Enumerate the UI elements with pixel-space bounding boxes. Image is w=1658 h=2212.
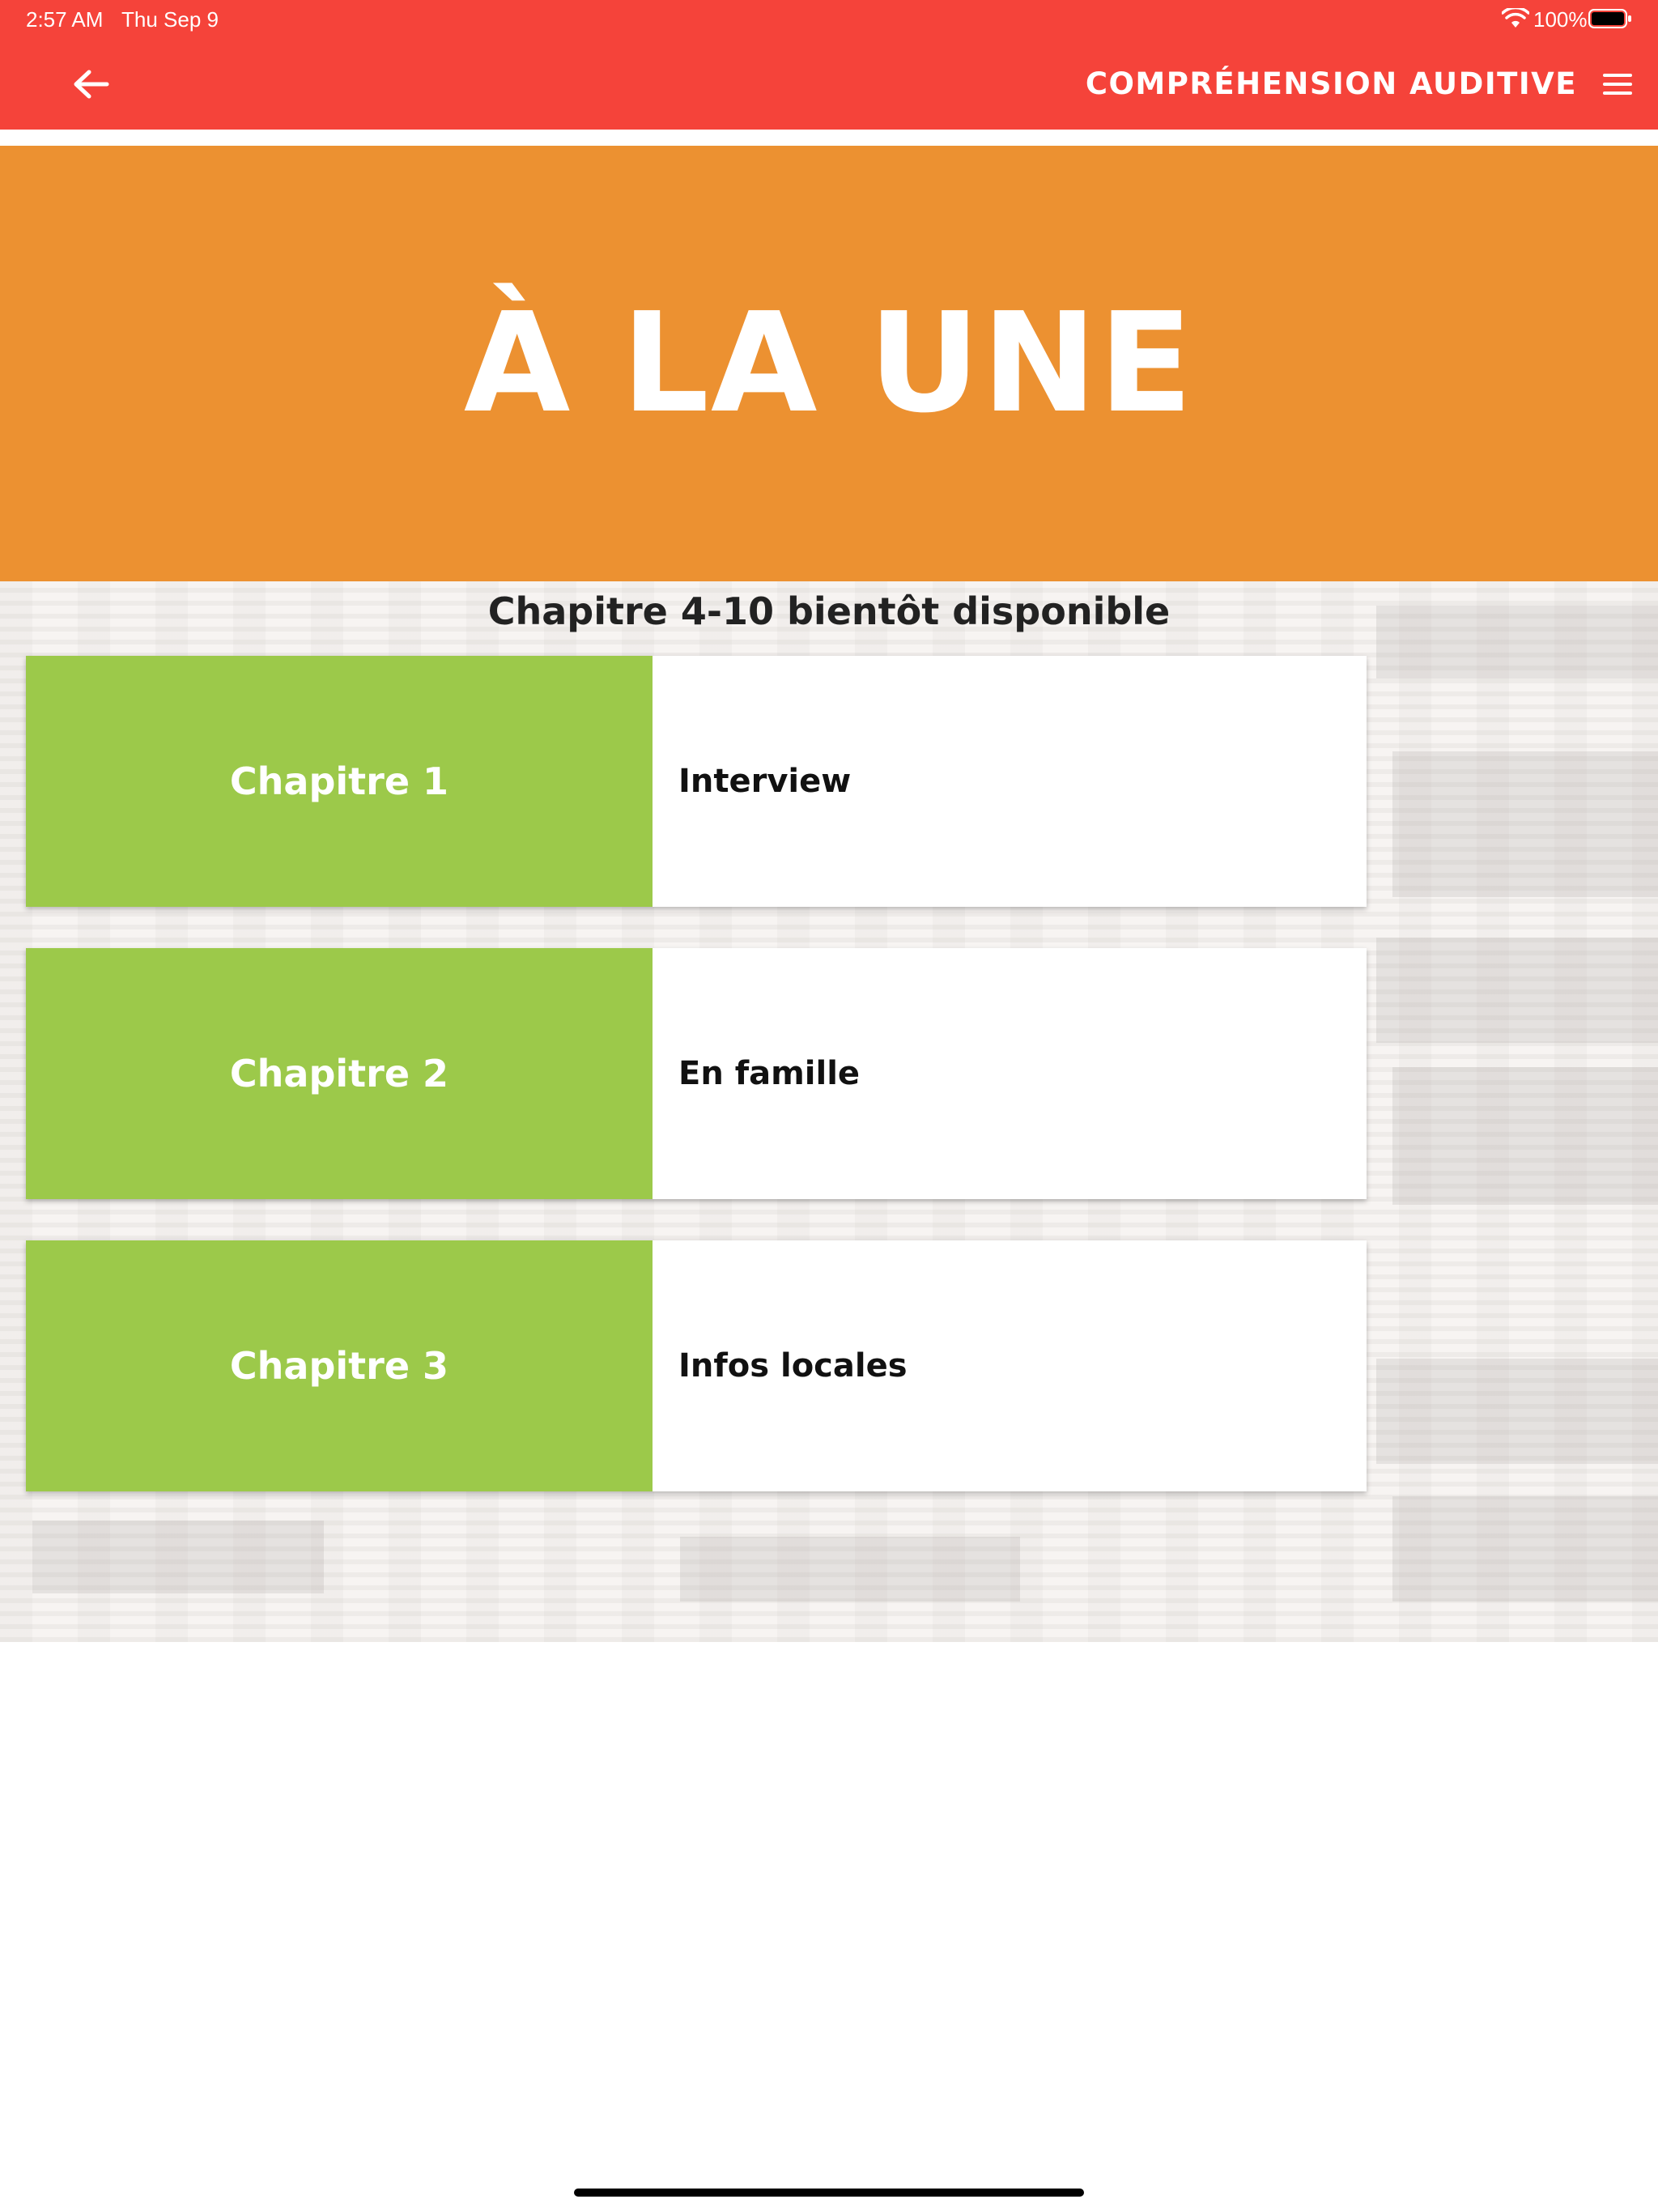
- wifi-icon: [1502, 8, 1529, 29]
- chapter-card-2[interactable]: [26, 948, 1367, 1199]
- background-texture-block: [1392, 1067, 1658, 1205]
- top-bar: [0, 0, 1658, 130]
- status-date: Thu Sep 9: [121, 7, 219, 32]
- chapter-card-3[interactable]: [26, 1240, 1367, 1491]
- hamburger-menu-icon[interactable]: [1601, 71, 1634, 97]
- chapter-topic: En famille: [678, 1055, 861, 1092]
- chapter-label: Chapitre 1: [26, 656, 653, 907]
- home-indicator[interactable]: [574, 2189, 1084, 2197]
- chapter-label: Chapitre 3: [26, 1240, 653, 1491]
- background-texture-block: [1376, 1359, 1658, 1464]
- chapter-topic: Infos locales: [678, 1347, 908, 1385]
- hero-title: À LA UNE: [463, 283, 1195, 444]
- background-texture-block: [680, 1537, 1020, 1602]
- background-texture-block: [1392, 1496, 1658, 1602]
- background-texture-block: [1376, 938, 1658, 1043]
- availability-subtitle: Chapitre 4-10 bientôt disponible: [487, 589, 1171, 633]
- background-texture-block: [32, 1521, 324, 1593]
- chapter-label: Chapitre 2: [26, 948, 653, 1199]
- chapter-topic: Interview: [678, 763, 852, 800]
- battery-percentage: 100%: [1533, 7, 1588, 32]
- nav-title: COMPRÉHENSION AUDITIVE: [1085, 66, 1577, 101]
- back-arrow-icon[interactable]: [71, 68, 110, 100]
- status-time: 2:57 AM: [26, 7, 104, 32]
- background-texture-block: [1392, 751, 1658, 897]
- battery-icon: [1588, 8, 1632, 29]
- chapter-card-1[interactable]: [26, 656, 1367, 907]
